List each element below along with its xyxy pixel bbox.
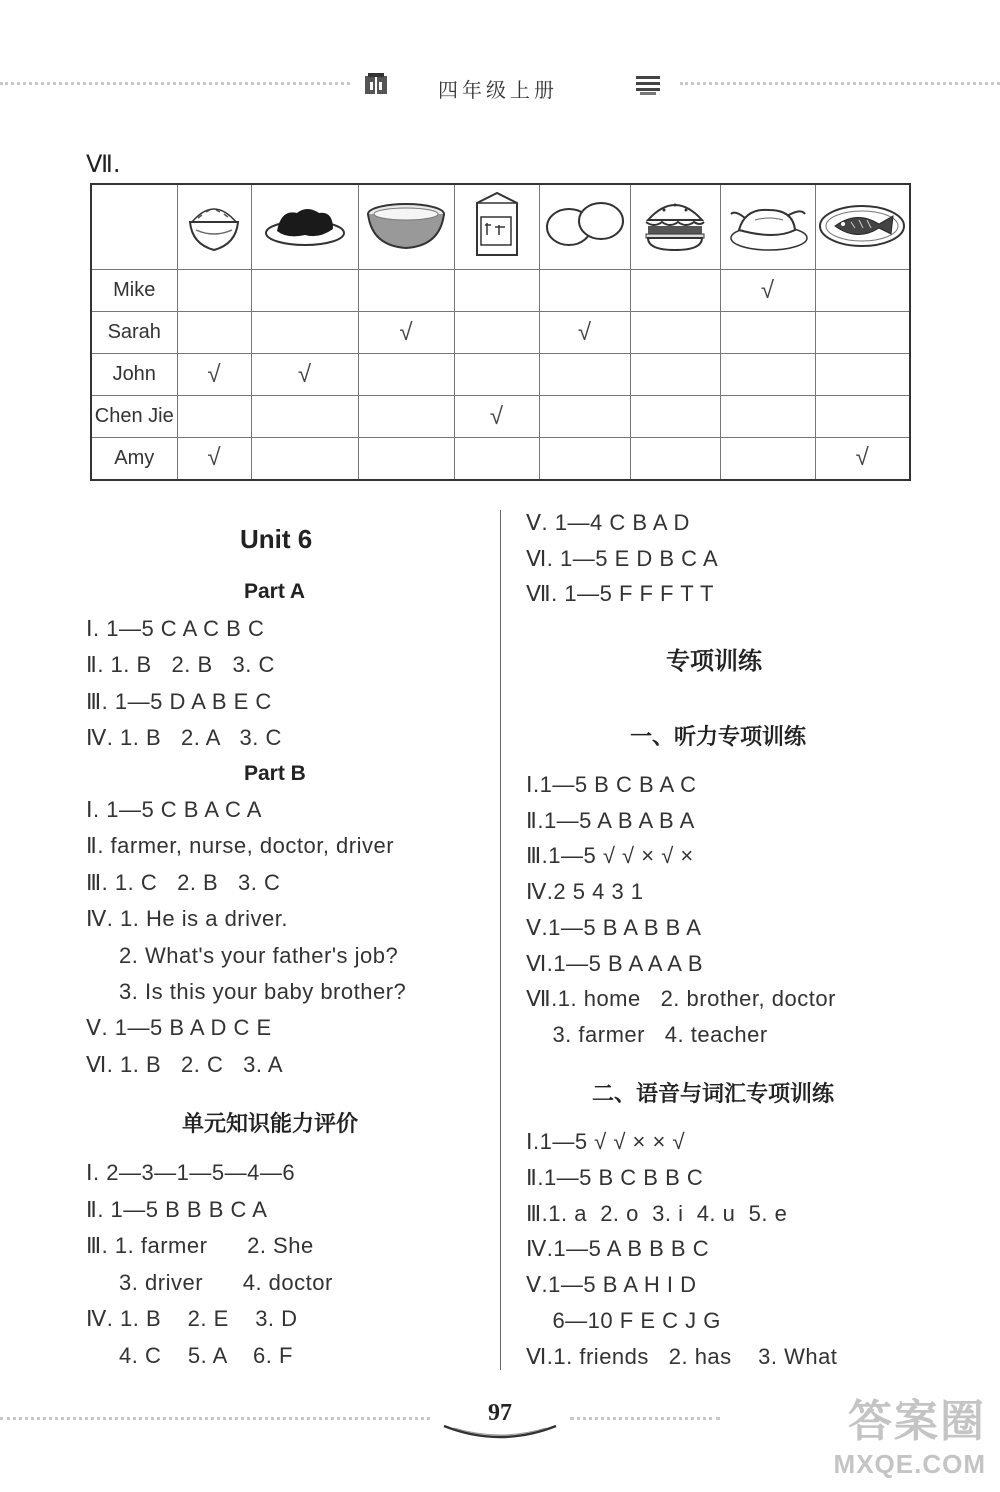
assessment-title: 单元知识能力评价 xyxy=(182,1112,359,1137)
check-cell xyxy=(177,270,251,312)
watermark xyxy=(834,1385,986,1480)
check-cell xyxy=(177,312,251,354)
listening-title: 一、听力专项训练 xyxy=(630,725,807,750)
check-cell xyxy=(358,354,454,396)
part-a-title: Part A xyxy=(244,580,306,603)
beef-icon xyxy=(263,199,347,249)
food-cell xyxy=(720,184,815,270)
table-row xyxy=(91,312,910,354)
vocab-title: 二、语音与词汇专项训练 xyxy=(592,1082,835,1107)
check-cell xyxy=(358,396,454,438)
check-cell xyxy=(454,354,539,396)
student-name: Amy xyxy=(91,438,177,480)
check-cell: √ xyxy=(454,396,539,438)
check-cell xyxy=(720,438,815,480)
table-row xyxy=(91,270,910,312)
column-divider xyxy=(500,510,501,1370)
answer-line: Ⅵ. 1—5 E D B C A xyxy=(526,545,719,571)
check-cell xyxy=(251,438,358,480)
check-cell xyxy=(815,312,910,354)
answer-line: Ⅶ.1. home 2. brother, doctor xyxy=(526,986,836,1012)
answer-line: Ⅱ.1—5 B C B B C xyxy=(526,1164,704,1190)
answer-line: Ⅱ. farmer, nurse, doctor, driver xyxy=(86,833,395,859)
check-cell xyxy=(454,312,539,354)
food-cell xyxy=(251,184,358,270)
footer-dotted-line-right xyxy=(570,1417,720,1420)
part-b-title: Part B xyxy=(244,762,306,785)
header-dotted-line-right xyxy=(680,82,1000,85)
milk-icon xyxy=(469,189,525,259)
table-row xyxy=(91,438,910,480)
answer-line: Ⅰ.1—5 B C B A C xyxy=(526,772,697,797)
header-dotted-line-left xyxy=(0,82,350,85)
table-row xyxy=(91,354,910,396)
student-name: John xyxy=(91,354,177,396)
check-cell xyxy=(358,270,454,312)
answer-line: Ⅴ. 1—5 B A D C E xyxy=(86,1015,272,1041)
answer-line: 3. farmer 4. teacher xyxy=(526,1021,768,1047)
answer-line: Ⅲ.1—5 √ √ × √ × xyxy=(526,843,694,869)
answer-line: 6—10 F E C J G xyxy=(526,1308,721,1333)
check-cell xyxy=(358,438,454,480)
book-icon xyxy=(362,70,390,98)
food-cell xyxy=(539,184,630,270)
check-cell xyxy=(720,312,815,354)
answer-line: 3. driver 4. doctor xyxy=(86,1269,333,1295)
answer-line: Ⅳ. 1. B 2. E 3. D xyxy=(86,1306,298,1332)
check-cell xyxy=(815,354,910,396)
check-cell xyxy=(454,270,539,312)
student-name: Chen Jie xyxy=(91,396,177,438)
answer-line: Ⅵ. 1. B 2. C 3. A xyxy=(86,1051,284,1077)
rice-bowl-icon xyxy=(184,192,244,256)
answer-line: Ⅴ. 1—4 C B A D xyxy=(526,510,690,535)
student-name: Sarah xyxy=(91,312,177,354)
answer-line: 3. Is this your baby brother? xyxy=(86,979,407,1004)
check-cell: √ xyxy=(720,270,815,312)
answer-line: Ⅴ.1—5 B A H I D xyxy=(526,1272,697,1298)
check-cell: √ xyxy=(539,312,630,354)
answer-line: Ⅲ. 1. farmer 2. She xyxy=(86,1233,314,1259)
check-cell xyxy=(251,396,358,438)
check-cell: √ xyxy=(815,438,910,480)
food-cell xyxy=(358,184,454,270)
check-cell xyxy=(539,354,630,396)
answer-line: Ⅱ.1—5 A B A B A xyxy=(526,807,695,833)
answer-line: Ⅶ. 1—5 F F F T T xyxy=(526,581,714,606)
table-row xyxy=(91,396,910,438)
check-cell xyxy=(630,270,720,312)
check-cell xyxy=(815,270,910,312)
answer-line: Ⅱ. 1—5 B B B C A xyxy=(86,1196,268,1222)
answer-line: Ⅲ. 1. C 2. B 3. C xyxy=(86,869,281,895)
check-cell: √ xyxy=(358,312,454,354)
page-number: 97 xyxy=(488,1400,512,1426)
check-cell xyxy=(815,396,910,438)
check-cell xyxy=(539,270,630,312)
chicken-icon xyxy=(725,194,811,254)
egg-icon xyxy=(543,197,627,251)
watermark-logo: 答案圈 xyxy=(848,1396,986,1447)
check-cell: √ xyxy=(177,438,251,480)
watermark-url: MXQE.COM xyxy=(833,1449,986,1479)
check-cell xyxy=(720,354,815,396)
check-cell xyxy=(720,396,815,438)
answer-line: Ⅰ. 2—3—1—5—4—6 xyxy=(86,1160,296,1185)
food-cell xyxy=(454,184,539,270)
check-cell xyxy=(630,438,720,480)
food-cell xyxy=(630,184,720,270)
answer-line: 2. What's your father's job? xyxy=(86,942,399,968)
answer-line: Ⅵ.1—5 B A A A B xyxy=(526,950,704,976)
check-cell xyxy=(630,396,720,438)
footer-dotted-line-left xyxy=(0,1417,430,1420)
check-cell xyxy=(630,354,720,396)
unit-title: Unit 6 xyxy=(240,524,313,554)
answer-line: Ⅰ.1—5 √ √ × × √ xyxy=(526,1129,686,1154)
soup-icon xyxy=(364,196,448,252)
check-cell xyxy=(630,312,720,354)
answer-line: Ⅰ. 1—5 C A C B C xyxy=(86,616,265,641)
answer-line: Ⅲ.1. a 2. o 3. i 4. u 5. e xyxy=(526,1200,788,1226)
answer-line: Ⅴ.1—5 B A B B A xyxy=(526,914,702,940)
answer-line: Ⅲ. 1—5 D A B E C xyxy=(86,688,272,714)
answer-line: Ⅳ.2 5 4 3 1 xyxy=(526,879,644,905)
corner-cell xyxy=(91,184,177,270)
check-cell xyxy=(454,438,539,480)
food-table xyxy=(90,183,911,481)
stripes-icon xyxy=(634,74,662,96)
answer-line: Ⅳ. 1. B 2. A 3. C xyxy=(86,724,282,750)
check-cell xyxy=(251,270,358,312)
food-cell xyxy=(177,184,251,270)
answer-line: Ⅰ. 1—5 C B A C A xyxy=(86,797,262,822)
section-label: Ⅶ. xyxy=(86,150,121,178)
check-cell: √ xyxy=(177,354,251,396)
answer-line: Ⅳ.1—5 A B B B C xyxy=(526,1236,710,1262)
answer-line: Ⅳ. 1. He is a driver. xyxy=(86,906,288,932)
check-cell xyxy=(539,438,630,480)
check-cell xyxy=(251,312,358,354)
food-header-row xyxy=(91,184,910,270)
student-name: Mike xyxy=(91,270,177,312)
food-cell xyxy=(815,184,910,270)
fish-icon xyxy=(817,196,907,252)
special-training-title: 专项训练 xyxy=(666,647,762,675)
hamburger-icon xyxy=(640,192,710,256)
check-cell xyxy=(539,396,630,438)
answer-line: Ⅱ. 1. B 2. B 3. C xyxy=(86,652,275,678)
check-cell: √ xyxy=(251,354,358,396)
answer-line: Ⅵ.1. friends 2. has 3. What xyxy=(526,1343,838,1369)
check-cell xyxy=(177,396,251,438)
header-title: 四年级上册 xyxy=(438,78,558,102)
answer-line: 4. C 5. A 6. F xyxy=(86,1343,293,1368)
